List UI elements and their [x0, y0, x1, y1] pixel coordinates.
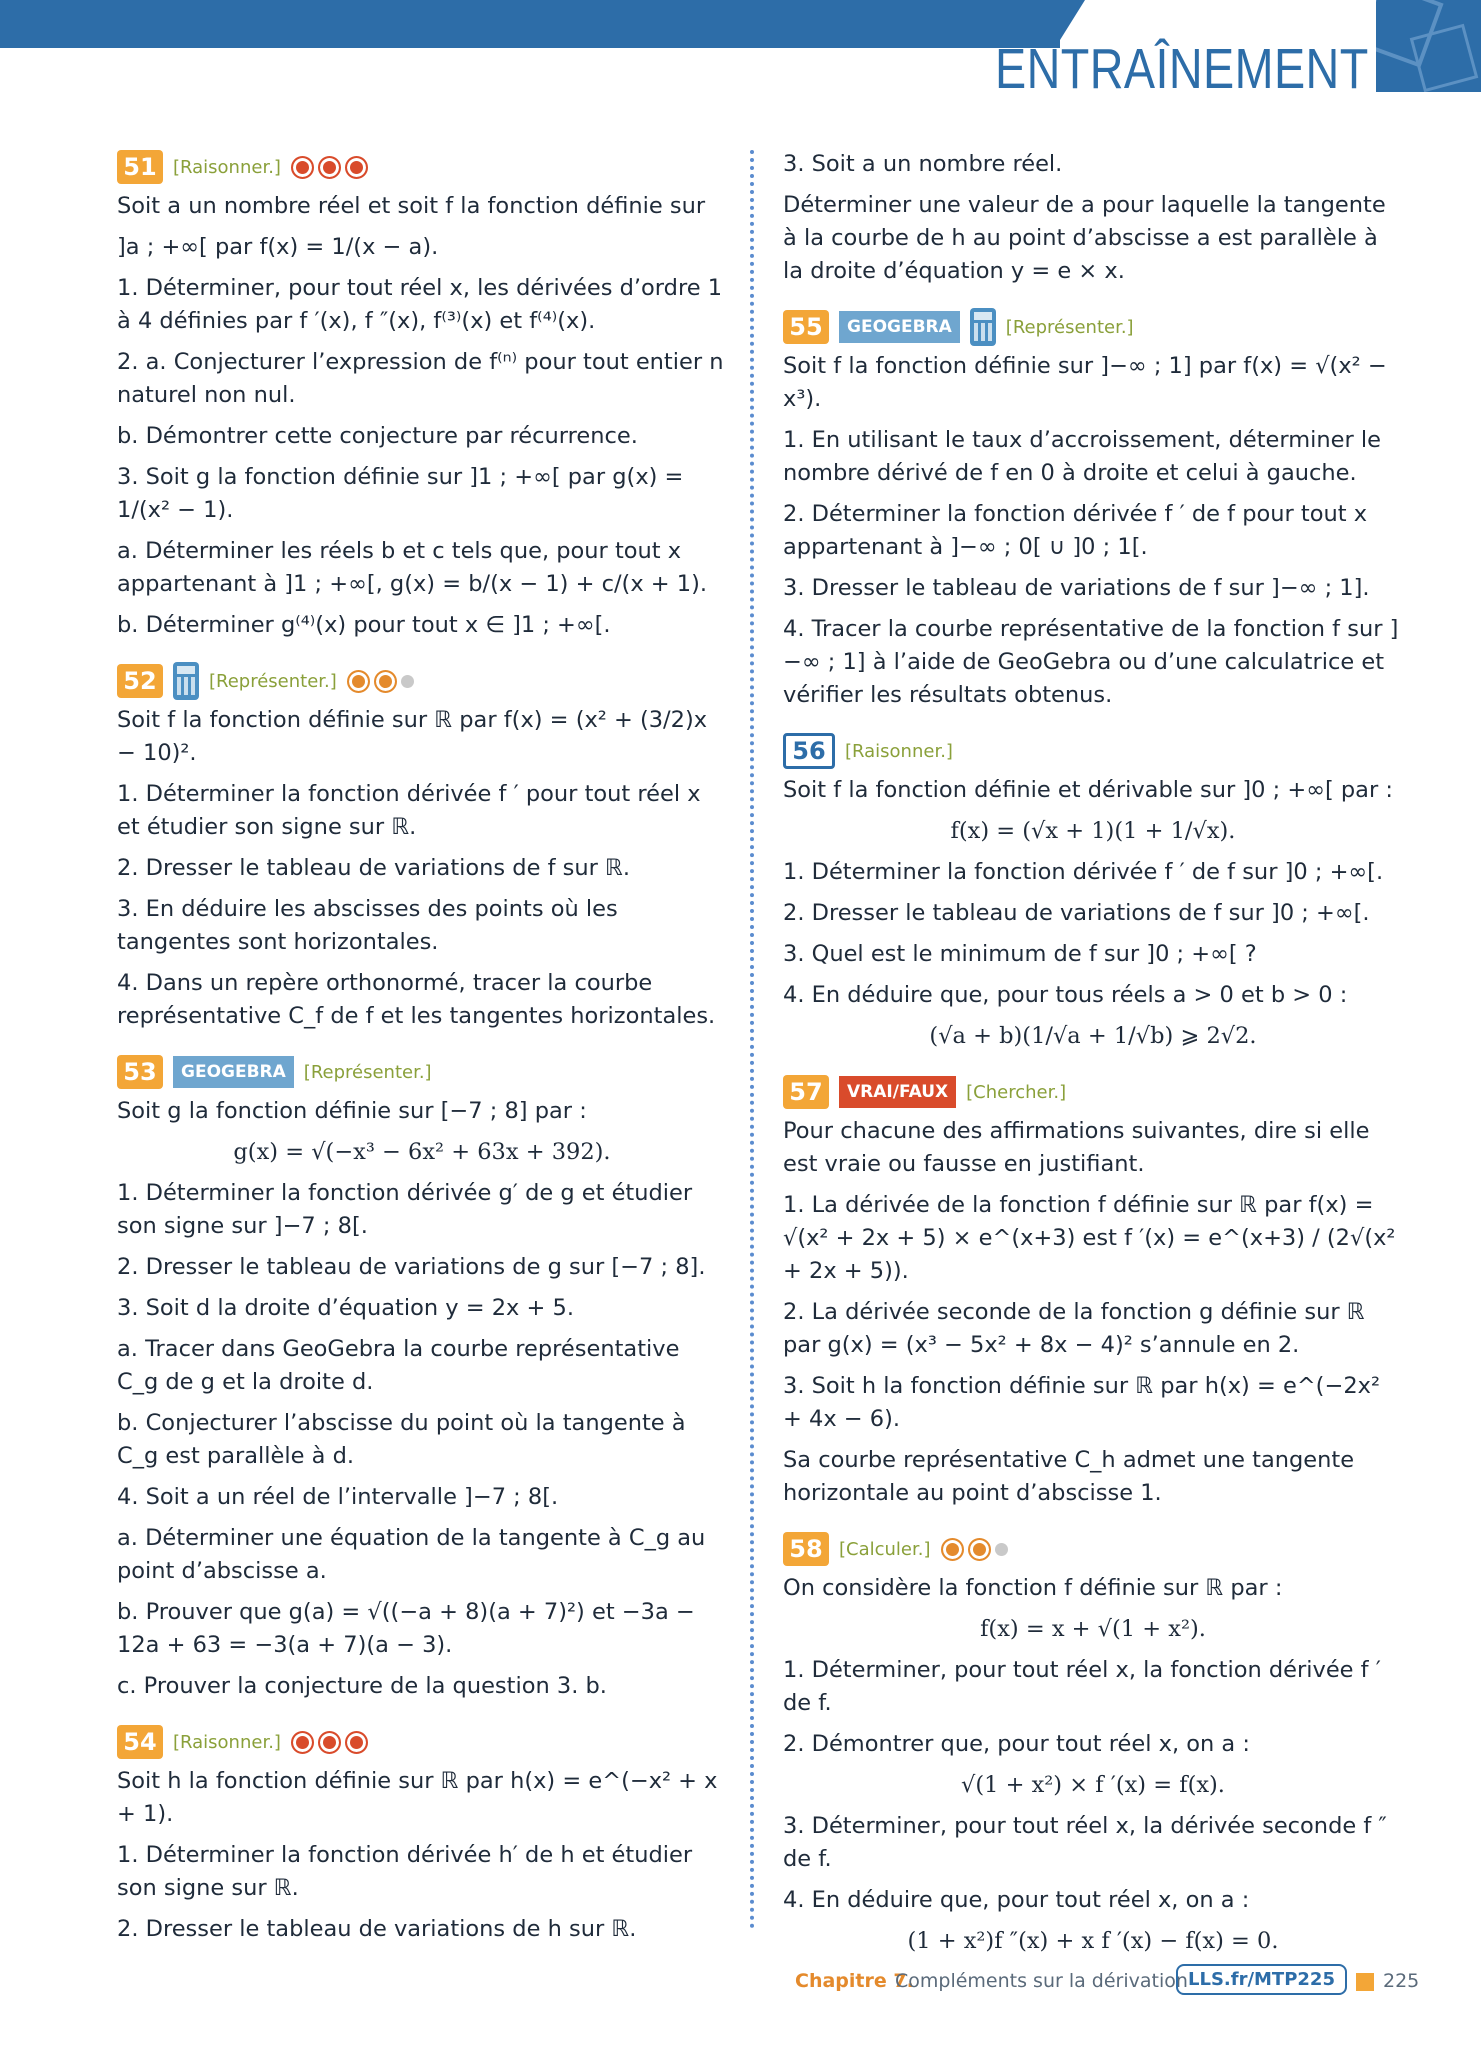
question: 1. Déterminer la fonction dérivée f ′ pour tout réel x et étudier son signe sur ℝ.	[117, 781, 701, 840]
text-line: Soit a un nombre réel et soit f la fonction définie sur	[117, 193, 706, 219]
question: 3. En déduire les abscisses des points où les tangentes sont horizontales.	[117, 896, 618, 955]
corner-decoration	[1376, 0, 1481, 92]
geogebra-tag: GEOGEBRA	[839, 311, 960, 343]
exercise-number: 52	[117, 664, 163, 698]
question: 2. a. Conjecturer l’expression de f⁽ⁿ⁾ pour tout entier n naturel non nul.	[117, 349, 724, 408]
question: b. Conjecturer l’abscisse du point où la tangente à C_g est parallèle à d.	[117, 1410, 686, 1469]
text-line: Soit f la fonction définie sur ℝ par f(x) = (x² + (3/2)x − 10)².	[117, 707, 708, 766]
difficulty-dot-icon	[345, 156, 368, 179]
top-band	[0, 0, 1060, 48]
exercise-number: 53	[117, 1055, 163, 1089]
formula: g(x) = √(−x³ − 6x² + 63x + 392).	[233, 1139, 611, 1165]
true-false-tag: VRAI/FAUX	[839, 1076, 956, 1108]
question: 1. En utilisant le taux d’accroissement, déterminer le nombre dérivé de f en 0 à droite et celui à gauche.	[783, 427, 1381, 486]
footer-chapter: Chapitre 7.	[795, 1970, 914, 1992]
question: 2. Dresser le tableau de variations de h sur ℝ.	[117, 1916, 637, 1942]
difficulty-dot-icon	[374, 670, 397, 693]
column-separator	[750, 150, 754, 1930]
question: 3. Quel est le minimum de f sur ]0 ; +∞[ ?	[783, 941, 1257, 967]
question: b. Déterminer g⁽⁴⁾(x) pour tout x ∈ ]1 ; +∞[.	[117, 612, 611, 638]
competence-label: [Raisonner.]	[173, 1731, 281, 1753]
difficulty-dot-icon	[345, 1731, 368, 1754]
text-line: ]a ; +∞[ par f(x) = 1/(x − a).	[117, 234, 439, 260]
question: 2. Démontrer que, pour tout réel x, on a :	[783, 1731, 1250, 1757]
formula: (√a + b)(1/√a + 1/√b) ⩾ 2√2.	[929, 1023, 1257, 1049]
question: 3. Soit a un nombre réel.	[783, 151, 1063, 177]
exercise-54	[117, 1723, 727, 1946]
competence-label: [Chercher.]	[966, 1081, 1067, 1103]
exercise-51	[117, 148, 727, 642]
text-line: Sa courbe représentative C_h admet une tangente horizontale au point d’abscisse 1.	[783, 1447, 1355, 1506]
geogebra-tag: GEOGEBRA	[173, 1056, 294, 1088]
question: a. Tracer dans GeoGebra la courbe représentative C_g de g et la droite d.	[117, 1336, 680, 1395]
section-title: ENTRAÎNEMENT	[995, 37, 1369, 101]
question: c. Prouver la conjecture de la question 3. b.	[117, 1673, 607, 1699]
exercise-56	[783, 732, 1403, 1053]
exercise-52	[117, 662, 727, 1033]
question: 3. Soit h la fonction définie sur ℝ par h(x) = e^(−2x² + 4x − 6).	[783, 1373, 1380, 1432]
exercise-55	[783, 308, 1403, 712]
footer-square-icon	[1356, 1973, 1374, 1991]
competence-label: [Représenter.]	[1005, 316, 1134, 338]
question: 3. Soit d la droite d’équation y = 2x + 5.	[117, 1295, 574, 1321]
footer-link[interactable]: LLS.fr/MTP225	[1176, 1964, 1347, 1995]
question: 2. La dérivée seconde de la fonction g définie sur ℝ par g(x) = (x³ − 5x² + 8x − 4)² s’annule en 2.	[783, 1299, 1365, 1358]
competence-label: [Raisonner.]	[845, 740, 953, 762]
exercise-number: 57	[783, 1075, 829, 1109]
question: 3. Dresser le tableau de variations de f sur ]−∞ ; 1].	[783, 575, 1370, 601]
left-column	[117, 148, 727, 1966]
formula: f(x) = (√x + 1)(1 + 1/√x).	[950, 818, 1236, 844]
competence-label: [Calculer.]	[839, 1538, 931, 1560]
difficulty-dot-icon	[347, 670, 370, 693]
difficulty-dot-icon	[291, 1731, 314, 1754]
question: 2. Dresser le tableau de variations de f sur ]0 ; +∞[.	[783, 900, 1370, 926]
competence-label: [Représenter.]	[209, 670, 337, 692]
question: 1. Déterminer la fonction dérivée g′ de g et étudier son signe sur ]−7 ; 8[.	[117, 1180, 693, 1239]
right-column	[783, 148, 1403, 1978]
question: 4. Dans un repère orthonormé, tracer la courbe représentative C_f de f et les tangentes horizontales.	[117, 970, 716, 1029]
difficulty-dot-icon	[318, 156, 341, 179]
question: b. Prouver que g(a) = √((−a + 8)(a + 7)²) et −3a − 12a + 63 = −3(a + 7)(a − 3).	[117, 1599, 695, 1658]
question: a. Déterminer une équation de la tangente à C_g au point d’abscisse a.	[117, 1525, 706, 1584]
exercise-57	[783, 1073, 1403, 1510]
question: a. Déterminer les réels b et c tels que, pour tout x appartenant à ]1 ; +∞[, g(x) = b/(x − 1) + c/(x + 1).	[117, 538, 708, 597]
question: 2. Déterminer la fonction dérivée f ′ de f pour tout x appartenant à ]−∞ ; 0[ ∪ ]0 ; 1[.	[783, 501, 1368, 560]
formula: f(x) = x + √(1 + x²).	[980, 1616, 1206, 1642]
difficulty-dots	[941, 1538, 1008, 1561]
exercise-53	[117, 1053, 727, 1703]
text-line: Soit h la fonction définie sur ℝ par h(x) = e^(−x² + x + 1).	[117, 1768, 718, 1827]
text-line: Déterminer une valeur de a pour laquelle la tangente à la courbe de h au point d’abscisse a est parallèle à la droite d’équation y = e × x.	[783, 192, 1386, 284]
competence-label: [Représenter.]	[303, 1061, 432, 1083]
text-line: Soit g la fonction définie sur [−7 ; 8] par :	[117, 1098, 587, 1124]
competence-label: [Raisonner.]	[173, 156, 281, 178]
question: 1. Déterminer la fonction dérivée f ′ de f sur ]0 ; +∞[.	[783, 859, 1384, 885]
exercise-number: 55	[783, 310, 829, 344]
exercise-number: 54	[117, 1725, 163, 1759]
question: 4. En déduire que, pour tout réel x, on a :	[783, 1887, 1250, 1913]
question: 1. Déterminer, pour tout réel x, les dérivées d’ordre 1 à 4 définies par f ′(x), f ″(x), f⁽³⁾(x) et f⁽⁴⁾(x).	[117, 275, 723, 334]
question: 4. Soit a un réel de l’intervalle ]−7 ; 8[.	[117, 1484, 559, 1510]
calculator-icon	[970, 308, 996, 346]
formula: (1 + x²)f ″(x) + x f ′(x) − f(x) = 0.	[907, 1928, 1279, 1954]
question: b. Démontrer cette conjecture par récurrence.	[117, 423, 638, 449]
question: 3. Soit g la fonction définie sur ]1 ; +∞[ par g(x) = 1/(x² − 1).	[117, 464, 684, 523]
exercise-number: 56	[783, 733, 835, 769]
difficulty-dot-icon	[291, 156, 314, 179]
question: 1. Déterminer, pour tout réel x, la fonction dérivée f ′ de f.	[783, 1657, 1381, 1716]
exercise-54-continued	[783, 148, 1403, 288]
exercise-number: 58	[783, 1532, 829, 1566]
text-line: On considère la fonction f définie sur ℝ par :	[783, 1575, 1283, 1601]
calculator-icon	[173, 662, 199, 700]
exercise-58	[783, 1530, 1403, 1958]
difficulty-dot-empty-icon	[401, 675, 414, 688]
difficulty-dots	[347, 670, 414, 693]
difficulty-dot-empty-icon	[995, 1543, 1008, 1556]
text-line: Soit f la fonction définie sur ]−∞ ; 1] par f(x) = √(x² − x³).	[783, 353, 1387, 412]
question: 1. Déterminer la fonction dérivée h′ de h et étudier son signe sur ℝ.	[117, 1842, 693, 1901]
question: 4. En déduire que, pour tous réels a > 0 et b > 0 :	[783, 982, 1348, 1008]
difficulty-dot-icon	[318, 1731, 341, 1754]
difficulty-dots	[291, 156, 368, 179]
question: 1. La dérivée de la fonction f définie sur ℝ par f(x) = √(x² + 2x + 5) × e^(x+3) est f ′(x) = e^(x+3) / (2√(x² + 2x + 5)).	[783, 1192, 1396, 1284]
text-line: Soit f la fonction définie et dérivable sur ]0 ; +∞[ par :	[783, 777, 1393, 803]
page-number: 225	[1383, 1970, 1420, 1992]
formula: √(1 + x²) × f ′(x) = f(x).	[961, 1772, 1225, 1798]
text-line: Pour chacune des affirmations suivantes, dire si elle est vraie ou fausse en justifiant.	[783, 1118, 1370, 1177]
question: 4. Tracer la courbe représentative de la fonction f sur ]−∞ ; 1] à l’aide de GeoGebra ou d’une calculatrice et vérifier les résultats obtenus.	[783, 616, 1399, 708]
difficulty-dot-icon	[968, 1538, 991, 1561]
difficulty-dots	[291, 1731, 368, 1754]
exercise-number: 51	[117, 150, 163, 184]
question: 3. Déterminer, pour tout réel x, la dérivée seconde f ″ de f.	[783, 1813, 1387, 1872]
difficulty-dot-icon	[941, 1538, 964, 1561]
footer-chapter-title: Compléments sur la dérivation	[895, 1970, 1188, 1992]
question: 2. Dresser le tableau de variations de g sur [−7 ; 8].	[117, 1254, 706, 1280]
question: 2. Dresser le tableau de variations de f sur ℝ.	[117, 855, 631, 881]
